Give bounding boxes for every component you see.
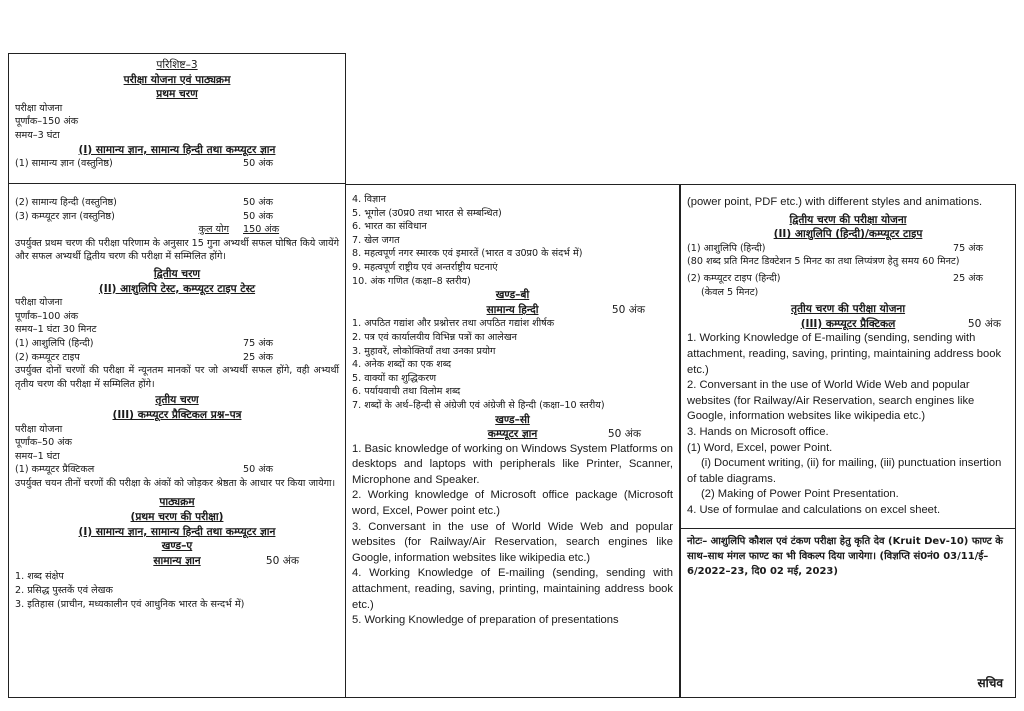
gk-label: सामान्य ज्ञान xyxy=(153,554,201,567)
marks-row xyxy=(687,272,1009,286)
full-marks: पूर्णांक–100 अंक xyxy=(15,310,79,322)
practical-label: (III) कम्प्यूटर प्रैक्टिकल xyxy=(800,317,896,330)
marks-row-value: 50 अंक xyxy=(243,197,273,208)
list-item: 9. महत्वपूर्ण राष्ट्रीय एवं अन्तर्राष्ट्रीय घटनाएं xyxy=(352,261,498,273)
list-item: 6. भारत का संविधान xyxy=(352,221,427,233)
marks-row xyxy=(15,351,339,365)
list-item: 4. अनेक शब्दों का एक शब्द xyxy=(352,359,452,371)
syllabus-subtitle: (प्रथम चरण की परीक्षा) xyxy=(130,511,224,524)
phase3-scheme-title: तृतीय चरण की परीक्षा योजना xyxy=(790,303,906,316)
exam-time: समय–1 घंटा 30 मिनट xyxy=(15,324,97,336)
section1-heading: (I) सामान्य ज्ञान, सामान्य हिन्दी तथा कम्प्यूटर ज्ञान xyxy=(78,143,276,156)
syllabus-heading: (I) सामान्य ज्ञान, सामान्य हिन्दी तथा कम्प्यूटर ज्ञान xyxy=(78,525,276,538)
practical-item: 2. Conversant in the use of World Wide Web and popular websites (for Railway/Air Reservation, search engines like Google, information websites like wikipedia etc.) xyxy=(687,379,975,423)
typing-note: (केवल 5 मिनट) xyxy=(701,286,759,298)
section-b-title: खण्ड–बी xyxy=(495,289,530,302)
exam-scheme-title: परीक्षा योजना एवं पाठ्यक्रम xyxy=(123,73,231,86)
total-value: 150 अंक xyxy=(243,224,280,236)
phase3-subtitle: (III) कम्प्यूटर प्रैक्टिकल प्रश्न–पत्र xyxy=(112,408,242,421)
syllabus-title: पाठ्यक्रम xyxy=(159,496,195,509)
exam-time: समय–1 घंटा xyxy=(15,450,60,462)
list-item: 3. मुहावरें, लोकोक्तियाँ तथा उनका प्रयोग xyxy=(352,345,496,357)
computer-label: कम्प्यूटर ज्ञान xyxy=(487,428,538,441)
total-row xyxy=(15,223,339,237)
marks-row-value: 50 अंक xyxy=(243,464,273,476)
marks-row xyxy=(15,196,339,210)
list-item: 7. खेल जगत xyxy=(352,234,400,246)
presentation-continued: (power point, PDF etc.) with different styles and animations. xyxy=(687,196,983,208)
list-item: 1. शब्द संक्षेप xyxy=(15,571,64,583)
list-item: 5. वाक्यों का शुद्धिकरण xyxy=(352,372,437,384)
marks-row-value: 25 अंक xyxy=(243,351,273,363)
phase3-title: तृतीय चरण xyxy=(155,394,199,407)
gk-heading xyxy=(15,554,339,569)
scheme-label: परीक्षा योजना xyxy=(15,423,63,435)
computer-topic-list xyxy=(352,442,673,629)
marks-row xyxy=(15,337,339,351)
phase2-title: द्वितीय चरण xyxy=(153,267,201,280)
practical-subitem: (1) Word, Excel, power Point. xyxy=(687,441,833,454)
list-item: 4. विज्ञान xyxy=(352,194,386,205)
list-item: 1. Basic knowledge of working on Windows System Platforms on desktops and laptops with peripherals like Printer, Scanner, Microphone and Speaker. xyxy=(352,442,673,486)
marks-row-value: 50 अंक xyxy=(243,210,273,222)
total-label: कुल योग xyxy=(198,224,229,236)
marks-row-label: (2) कम्प्यूटर टाइप (हिन्दी) xyxy=(687,272,781,284)
phase1-note: उपर्युक्त प्रथम चरण की परीक्षा परिणाम के अनुसार 15 गुना अभ्यर्थी सफल घोषित किये जायेंगे और सफल अभ्यर्थी द्वितीय चरण की परीक्षा में सम्मिलित होंगे। xyxy=(15,237,339,263)
computer-heading xyxy=(352,427,673,442)
marks-row-label: (1) सामान्य ज्ञान (वस्तुनिष्ठ) xyxy=(15,158,113,170)
list-item: 8. महत्वपूर्ण नगर स्मारक एवं इमारतें (भारत व उ0प्र0 के संदर्भ में) xyxy=(352,248,583,260)
list-item: 2. Working knowledge of Microsoft office package (Microsoft word, Excel, Power point etc.) xyxy=(352,489,673,518)
marks-row xyxy=(15,210,339,224)
list-item: 2. प्रसिद्ध पुस्तकें एवं लेखक xyxy=(15,585,113,597)
marks-row xyxy=(15,463,339,477)
scheme-label: परीक्षा योजना xyxy=(15,102,63,114)
phase1-title: प्रथम चरण xyxy=(156,88,198,101)
practical-heading xyxy=(687,317,1009,332)
phase2-subtitle: (II) आशुलिपि टेस्ट, कम्प्यूटर टाइप टेस्ट xyxy=(98,282,256,295)
marks-row xyxy=(15,157,339,171)
gk-topic-list xyxy=(15,570,339,611)
gk-topic-list xyxy=(352,193,673,288)
list-item: 5. Working Knowledge of preparation of presentations xyxy=(352,614,619,627)
column-right xyxy=(680,184,1016,698)
marks-row-label: (2) सामान्य हिन्दी (वस्तुनिष्ठ) xyxy=(15,197,117,208)
marks-row-value: 75 अंक xyxy=(243,337,273,349)
column-middle xyxy=(345,184,680,698)
font-note: नोटः– आशुलिपि कौशल एवं टंकण परीक्षा हेतु कृति देव (Kruit Dev-10) फाण्ट के साथ–साथ मंगल फाण्ट का भी विकल्प दिया जायेगा। (विज्ञप्ति सं0नं0 03/11/ई–6/2022–23, दि0 02 मई, 2023) xyxy=(681,528,1015,584)
full-marks: पूर्णांक–50 अंक xyxy=(15,437,72,449)
list-item: 3. इतिहास (प्राचीन, मध्यकालीन एवं आधुनिक भारत के सन्दर्भ में) xyxy=(15,598,245,610)
hindi-heading xyxy=(352,303,673,318)
marks-row-label: (2) कम्प्यूटर टाइप xyxy=(15,351,80,363)
selection-note: उपर्युक्त चयन तीनों चरणों की परीक्षा के अंकों को जोड़कर श्रेष्ठता के आधार पर किया जायेगा। xyxy=(15,477,336,489)
marks-row-label: (3) कम्प्यूटर ज्ञान (वस्तुनिष्ठ) xyxy=(15,210,115,222)
list-item: 6. पर्यायवाची तथा विलोम शब्द xyxy=(352,386,461,398)
list-item: 10. अंक गणित (कक्षा–8 स्तरीय) xyxy=(352,275,471,287)
practical-item: 4. Use of formulae and calculations on excel sheet. xyxy=(687,503,941,516)
list-item: 3. Conversant in the use of World Wide Web and popular websites (for Railway/Air Reservation, search engines like Google, information websites like wikipedia etc.) xyxy=(352,520,673,564)
appendix-label: परिशिष्ट–3 xyxy=(156,59,198,71)
phase2-note: उपर्युक्त दोनों चरणों की परीक्षा में न्यूनतम मानकों पर जो अभ्यर्थी सफल होंगे, वही अभ्यर्थी तृतीय चरण की परीक्षा में सम्मिलित होंगे। xyxy=(15,365,339,390)
hindi-label: सामान्य हिन्दी xyxy=(486,303,539,316)
appendix-header-box xyxy=(8,53,346,184)
marks-row xyxy=(687,242,1009,256)
full-marks: पूर्णांक–150 अंक xyxy=(15,116,79,128)
hindi-marks: 50 अंक xyxy=(611,303,645,316)
computer-marks: 50 अंक xyxy=(607,428,641,441)
practical-item: 3. Hands on Microsoft office. xyxy=(687,425,829,438)
practical-subitem: (i) Document writing, (ii) for mailing, (iii) punctuation insertion of table diagrams. xyxy=(687,457,1002,485)
phase2-scheme-title: द्वितीय चरण की परीक्षा योजना xyxy=(789,213,907,226)
hindi-topic-list xyxy=(352,317,673,412)
practical-subitem: (2) Making of Power Point Presentation. xyxy=(701,488,899,501)
list-item: 4. Working Knowledge of E-mailing (sending, sending with attachment, reading, saving, printing, maintaining address book etc.) xyxy=(352,567,673,611)
phase2-scheme-subtitle: (II) आशुलिपि (हिन्दी)/कम्प्यूटर टाइप xyxy=(773,228,923,241)
column-left xyxy=(8,184,346,698)
marks-row-value: 50 अंक xyxy=(243,158,273,170)
marks-row-label: (1) आशुलिपि (हिन्दी) xyxy=(15,337,94,349)
signatory-title: सचिव xyxy=(977,676,1003,690)
section-a-title: खण्ड–ए xyxy=(161,540,193,553)
gk-marks: 50 अंक xyxy=(265,554,299,567)
list-item: 1. अपठित गद्यांश और प्रश्नोत्तर तथा अपठित गद्यांश शीर्षक xyxy=(352,318,555,330)
list-item: 2. पत्र एवं कार्यालयीय विभिन्न पत्रों का आलेखन xyxy=(352,331,517,343)
marks-row-label: (1) कम्प्यूटर प्रैक्टिकल xyxy=(15,464,95,476)
section-c-title: खण्ड–सी xyxy=(495,413,530,426)
scheme-label: परीक्षा योजना xyxy=(15,297,63,309)
marks-row-value: 75 अंक xyxy=(953,242,983,254)
practical-marks: 50 अंक xyxy=(967,317,1001,330)
exam-time: समय–3 घंटा xyxy=(15,129,60,141)
list-item: 5. भूगोल (उ0प्र0 तथा भारत से सम्बन्धित) xyxy=(352,207,502,219)
marks-row-label: (1) आशुलिपि (हिन्दी) xyxy=(687,242,766,254)
list-item: 7. शब्दों के अर्थ–हिन्दी से अंग्रेजी एवं अंग्रेजी से हिन्दी (कक्षा–10 स्तरीय) xyxy=(352,399,605,411)
stenography-note: (80 शब्द प्रति मिनट डिक्टेशन 5 मिनट का तथा लिप्यंत्रण हेतु समय 60 मिनट) xyxy=(687,256,960,268)
practical-item: 1. Working Knowledge of E-mailing (sending, sending with attachment, reading, saving, printing, maintaining address book etc.) xyxy=(687,332,1002,376)
marks-row-value: 25 अंक xyxy=(953,272,983,284)
